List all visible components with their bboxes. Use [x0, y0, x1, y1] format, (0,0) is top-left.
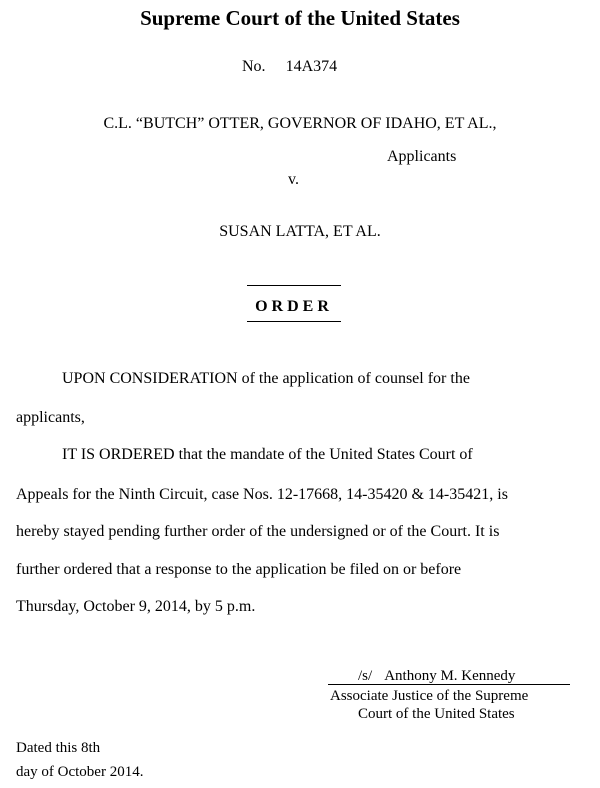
docket: [242, 59, 337, 75]
docket-number: 14A374: [285, 58, 338, 75]
dated-line-2: day of October 2014.: [16, 764, 144, 780]
order-heading: ORDER: [255, 298, 333, 315]
docket-label: No.: [242, 58, 266, 75]
versus: v.: [288, 171, 299, 188]
signature: [358, 669, 515, 684]
signature-line: [328, 684, 570, 685]
applicant-role: Applicants: [387, 148, 457, 165]
signature-title-line-1: Associate Justice of the Supreme: [330, 688, 529, 704]
signature-name: Anthony M. Kennedy: [384, 668, 516, 684]
order-line-4: Appeals for the Ninth Circuit, case Nos. 12-17668, 14-35420 & 14-35421, is: [16, 486, 508, 503]
signature-mark: /s/: [358, 668, 373, 684]
order-line-6: further ordered that a response to the application be filed on or before: [16, 561, 462, 578]
applicant-party: C.L. “BUTCH” OTTER, GOVERNOR OF IDAHO, ET AL.,: [103, 115, 497, 132]
order-line-5: hereby stayed pending further order of the undersigned or of the Court. It is: [16, 523, 500, 540]
order-underline: [247, 321, 341, 322]
order-line-2: applicants,: [16, 409, 85, 426]
order-line-1: UPON CONSIDERATION of the application of counsel for the: [62, 370, 470, 387]
signature-title-line-2: Court of the United States: [358, 706, 515, 722]
dated-line-1: Dated this 8th: [16, 740, 101, 756]
respondent-party: SUSAN LATTA, ET AL.: [219, 223, 381, 240]
order-line-7: Thursday, October 9, 2014, by 5 p.m.: [16, 598, 256, 615]
order-top-rule: [247, 285, 341, 286]
order-line-3: IT IS ORDERED that the mandate of the United States Court of: [62, 446, 473, 463]
court-title: Supreme Court of the United States: [140, 6, 460, 30]
